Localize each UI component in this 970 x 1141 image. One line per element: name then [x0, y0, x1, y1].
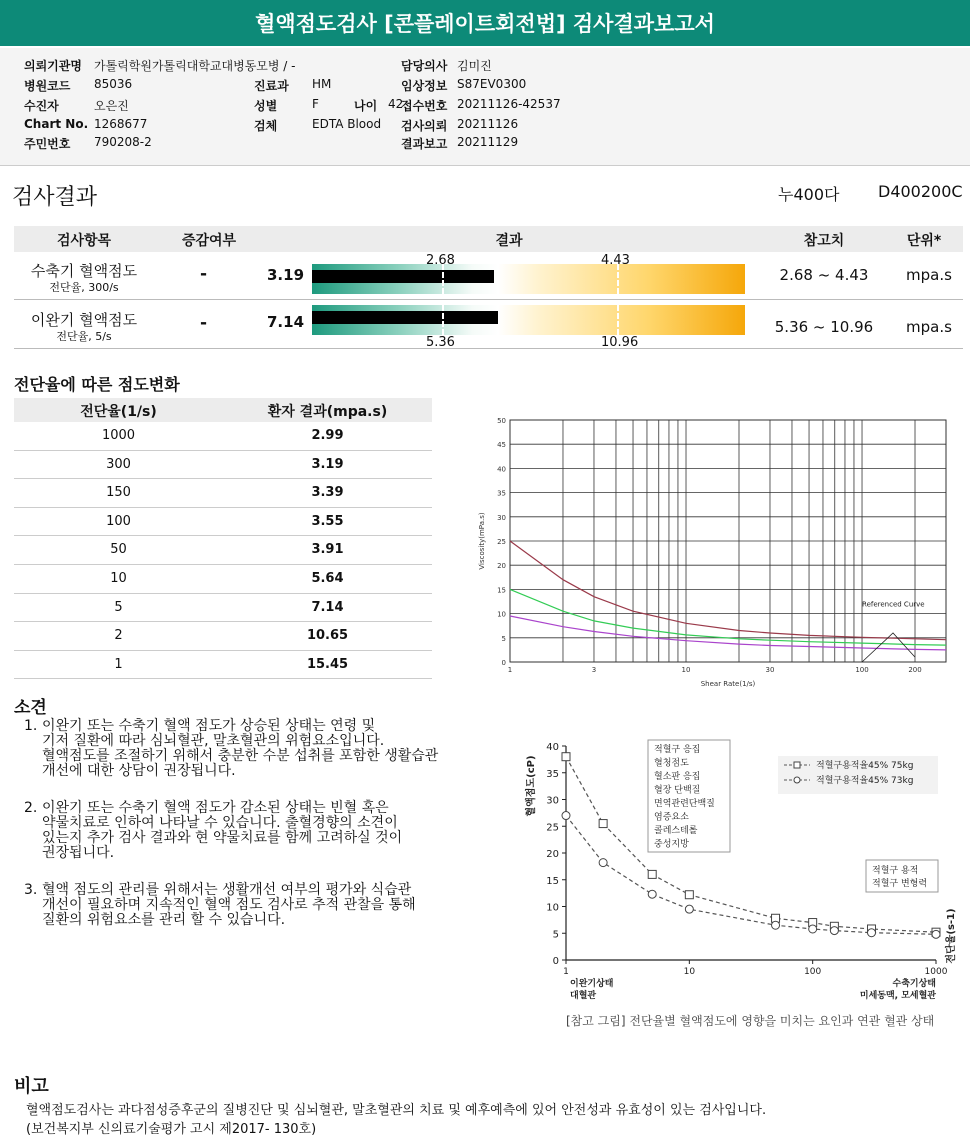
gauge-ref-low-label: 2.68: [426, 253, 455, 268]
patient-viscosity-value: 7.14: [311, 599, 344, 615]
y-tick-label: 10: [497, 610, 506, 619]
col-unit: 단위*: [906, 233, 942, 249]
col-flag: 증감여부: [181, 233, 237, 249]
collector-label: 수진자: [24, 99, 59, 113]
test-subtitle: 전단율, 300/s: [49, 281, 119, 294]
chart-value: 1268677: [94, 117, 148, 131]
patient-viscosity-value: 15.45: [306, 656, 349, 672]
opinion-text: 이완기 또는 수축기 혈액 점도가 상승된 상태는 연령 및 기저 질환에 따라 심뇌혈관, 말초혈관의 위험요소입니다. 혈액점도를 조절하기 위해서 충분한 수분 섭취를 포함한 생활습관 개선에 대한 상담이 권장됩니다.: [42, 718, 439, 779]
results-table-header: [14, 226, 963, 252]
data-point-circle: [599, 859, 607, 867]
legend-label: 적혈구용적율45% 73kg: [816, 776, 914, 786]
y-tick-label: 15: [546, 875, 559, 887]
result-bar: [312, 270, 494, 283]
x-tick-label: 10: [681, 666, 691, 674]
x-high-label: 수축기상태: [892, 979, 936, 989]
shear-rate-value: 2: [114, 628, 123, 644]
annotation-label: Referenced Curve: [862, 600, 925, 609]
result-gauge: [312, 305, 745, 335]
factor-label: 적혈구 변형력: [872, 879, 928, 889]
shear-rate-value: 1000: [101, 428, 136, 443]
test-name: 이완기 혈액점도: [30, 311, 138, 329]
patient-viscosity-value: 10.65: [306, 628, 349, 644]
x-tick-label: 1000: [924, 967, 948, 977]
viscosity-row: [14, 651, 432, 680]
data-point-circle: [648, 890, 656, 898]
patient-viscosity-value: 3.19: [311, 456, 344, 472]
dept-value: HM: [312, 77, 332, 91]
data-point-square: [648, 870, 656, 878]
patient-viscosity-value: 3.39: [311, 485, 344, 501]
hospital-code-label: 병원코드: [24, 79, 71, 93]
x-low-label: 이완기상태: [570, 979, 614, 989]
data-point-square: [562, 753, 570, 761]
result-value: 3.19: [267, 266, 305, 284]
shear-rate-value: 10: [110, 571, 127, 586]
viscosity-row: [14, 536, 432, 565]
result-row-systolic: [14, 252, 963, 300]
report-title: 혈액점도검사 [콘플레이트회전법] 검사결과보고서: [0, 0, 970, 46]
gauge-ref-high-label: 4.43: [601, 253, 630, 268]
test-code: D400200C: [878, 182, 963, 201]
clinical-row: [401, 77, 526, 94]
factor-label: 적혈구 응집: [654, 745, 701, 755]
ref-high-tick: [617, 264, 619, 294]
clinical-label: 임상정보: [401, 79, 448, 93]
sex-label: 성별: [254, 99, 278, 113]
viscosity-table-header: [14, 398, 432, 422]
specimen-label: 검체: [254, 119, 278, 133]
insurance-code: 누400다: [778, 185, 840, 204]
age-value: 42: [388, 97, 404, 111]
x-axis-label: Shear Rate(1/s): [700, 680, 756, 688]
patient-info-panel: [0, 48, 970, 166]
patient-viscosity-value: 2.99: [311, 428, 344, 443]
x-tick-label: 3: [591, 666, 597, 674]
chart-legend: [778, 756, 938, 794]
factor-label: 적혈구 용적: [872, 866, 919, 876]
legend-marker: [794, 777, 800, 783]
data-point-circle: [685, 905, 693, 913]
results-section-title: 검사결과: [12, 185, 98, 210]
legend-marker: [794, 762, 800, 768]
shear-rate-chart: [472, 410, 962, 690]
gauge-ref-low-label: 5.36: [426, 335, 455, 350]
data-point-circle: [932, 930, 940, 938]
ref-high-tick: [617, 305, 619, 335]
opinion-text: 혈액 점도의 관리를 위해서는 생활개선 여부의 평가와 식습관 개선이 필요하며 지속적인 혈액 점도 검사로 추적 관찰을 통해 질환의 위험요소를 관리 할 수 있습니다.: [42, 882, 416, 928]
x-tick-label: 10: [683, 967, 696, 977]
doctor-label: 담당의사: [401, 59, 448, 73]
legend-label: 적혈구용적율45% 75kg: [816, 761, 914, 771]
col-test-item: 검사항목: [56, 233, 112, 249]
reference-figure-chart: [520, 736, 964, 1036]
y-tick-label: 20: [546, 849, 559, 860]
remarks-text: 혈액점도검사는 과다점성증후군의 질병진단 및 심뇌혈관, 말초혈관의 치료 및 예후예측에 있어 안전성과 유효성이 있는 검사입니다.: [26, 1103, 767, 1118]
sex-value: F: [312, 97, 319, 111]
collector-value: 오은진: [94, 99, 129, 113]
result-bar: [312, 311, 498, 324]
x-high-sublabel: 미세동맥, 모세혈관: [859, 991, 936, 1001]
flag-value: -: [200, 313, 208, 333]
data-point-circle: [809, 925, 817, 933]
data-point-circle: [868, 929, 876, 937]
shear-rate-value: 150: [106, 485, 131, 501]
result-gauge: [312, 264, 745, 294]
resident-value: 790208-2: [94, 135, 152, 149]
receipt-label: 접수번호: [401, 99, 448, 113]
x-tick-label: 1: [507, 666, 513, 674]
factor-label: 혈소판 응집: [654, 772, 701, 782]
test-name: 수축기 혈액점도: [30, 262, 138, 280]
institution-label: 의뢰기관명: [24, 59, 82, 73]
factor-label: 혈청점도: [654, 758, 689, 769]
y-axis-label: Viscosity(mPa.s): [478, 512, 486, 570]
shear-rate-value: 100: [106, 513, 131, 529]
chart-label: Chart No.: [24, 117, 89, 131]
x-low-sublabel: 대혈관: [570, 991, 597, 1001]
opinion-number: 3.: [24, 882, 38, 898]
reference-range: 2.68 ~ 4.43: [779, 266, 869, 284]
institution-value: 가톨릭학원가톨릭대학교대병동모병 / -: [94, 59, 296, 73]
y-tick-label: 30: [546, 795, 559, 807]
shear-rate-value: 5: [114, 599, 123, 615]
request-label: 검사의뢰: [401, 119, 448, 133]
viscosity-row: [14, 508, 432, 537]
opinion-number: 2.: [24, 800, 38, 816]
request-value: 20211126: [457, 117, 519, 131]
opinion-number: 1.: [24, 718, 38, 734]
y-tick-label: 0: [501, 659, 506, 667]
y2-axis-label: 전단율(s-1): [946, 908, 957, 964]
shear-rate-value: 1: [114, 656, 123, 672]
x-tick-label: 1: [563, 967, 569, 977]
unit-value: mpa.s: [906, 266, 952, 284]
viscosity-row: [14, 565, 432, 594]
factor-label: 혈장 단백질: [654, 785, 701, 796]
col-shear-rate: 전단율(1/s): [80, 404, 157, 420]
doctor-value: 김미진: [457, 59, 492, 73]
doctor-row: [401, 57, 492, 74]
hospital-code-value: 85036: [94, 77, 133, 91]
factor-label: 콜레스테롤: [654, 826, 698, 836]
opinion-text: 이완기 또는 수축기 혈액 점도가 감소된 상태는 빈혈 혹은 약물치료로 인하여 나타날 수 있습니다. 출혈경향의 소견이 있는지 추가 검사 결과와 현 약물치료를 함께 고려하실 것이 권장됩니다.: [42, 800, 403, 861]
report-label: 결과보고: [401, 137, 448, 151]
patient-viscosity-value: 5.64: [311, 571, 344, 586]
y-tick-label: 35: [546, 768, 559, 780]
resident-label: 주민번호: [24, 137, 71, 151]
x-tick-label: 100: [804, 967, 822, 977]
data-point-circle: [830, 927, 838, 935]
data-point-square: [599, 820, 607, 828]
clinical-value: S87EV0300: [457, 77, 527, 91]
collector-row: [24, 97, 403, 114]
patient-viscosity-value: 3.91: [311, 542, 344, 558]
report-row: [401, 135, 518, 152]
viscosity-row: [14, 622, 432, 651]
patient-viscosity-value: 3.55: [311, 513, 344, 529]
y-tick-label: 30: [497, 513, 506, 522]
report-value: 20211129: [457, 135, 519, 149]
data-point-circle: [562, 812, 570, 820]
hospital-code-row: [24, 77, 331, 94]
col-reference: 참고치: [803, 233, 845, 249]
data-point-square: [685, 891, 693, 899]
y-tick-label: 0: [552, 956, 559, 967]
gauge-ref-high-label: 10.96: [601, 335, 639, 350]
viscosity-row: [14, 479, 432, 508]
flag-value: -: [200, 264, 208, 284]
y-axis-label: 혈액점도(cP): [526, 755, 537, 817]
receipt-row: [401, 97, 561, 114]
remarks-section-title: 비고: [14, 1076, 49, 1097]
col-result: 결과: [495, 233, 523, 249]
y-tick-label: 5: [552, 929, 559, 941]
x-tick-label: 30: [765, 666, 775, 674]
y-tick-label: 50: [497, 417, 506, 425]
factor-box-primary: [648, 740, 730, 852]
request-row: [401, 117, 518, 134]
factor-label: 염증요소: [654, 812, 689, 823]
remarks-source: (보건복지부 신의료기술평가 고시 제2017- 130호): [26, 1122, 317, 1137]
y-tick-label: 40: [546, 742, 559, 753]
data-point-circle: [772, 921, 780, 929]
factor-box-secondary: [866, 860, 938, 892]
x-tick-label: 100: [855, 666, 869, 674]
y-tick-label: 10: [546, 902, 559, 914]
result-row-diastolic: [14, 301, 963, 349]
reference-range: 5.36 ~ 10.96: [774, 318, 874, 336]
y-tick-label: 15: [497, 586, 506, 595]
factor-label: 중성지방: [654, 839, 689, 850]
x-tick-label: 200: [908, 666, 922, 674]
ref-low-tick: [442, 264, 444, 294]
y-tick-label: 25: [546, 822, 559, 834]
test-subtitle: 전단율, 5/s: [56, 330, 112, 343]
shear-rate-value: 50: [110, 542, 127, 558]
institution-row: [24, 57, 295, 74]
y-tick-label: 35: [497, 489, 506, 498]
dept-label: 진료과: [254, 79, 289, 93]
y-tick-label: 20: [497, 562, 506, 571]
opinion-section-title: 소견: [14, 698, 47, 718]
viscosity-row: [14, 594, 432, 623]
y-tick-label: 25: [497, 538, 506, 546]
ref-low-tick: [442, 305, 444, 335]
figure-caption: [참고 그림] 전단율별 혈액점도에 영향을 미치는 요인과 연관 혈관 상태: [566, 1014, 935, 1028]
viscosity-section-title: 전단율에 따른 점도변화: [14, 375, 180, 394]
specimen-value: EDTA Blood: [312, 117, 382, 131]
y-tick-label: 45: [497, 441, 506, 450]
shear-rate-value: 300: [106, 456, 131, 472]
viscosity-row: [14, 422, 432, 451]
result-value: 7.14: [267, 313, 305, 331]
viscosity-row: [14, 451, 432, 480]
y-tick-label: 5: [501, 634, 506, 643]
chart-row: [24, 117, 381, 134]
y-tick-label: 40: [497, 465, 506, 474]
factor-label: 면역관련단백질: [654, 799, 715, 809]
receipt-value: 20211126-42537: [457, 97, 561, 111]
resident-row: [24, 135, 152, 152]
unit-value: mpa.s: [906, 318, 952, 336]
age-label: 나이: [354, 99, 378, 113]
col-patient-result: 환자 결과(mpa.s): [267, 404, 388, 420]
